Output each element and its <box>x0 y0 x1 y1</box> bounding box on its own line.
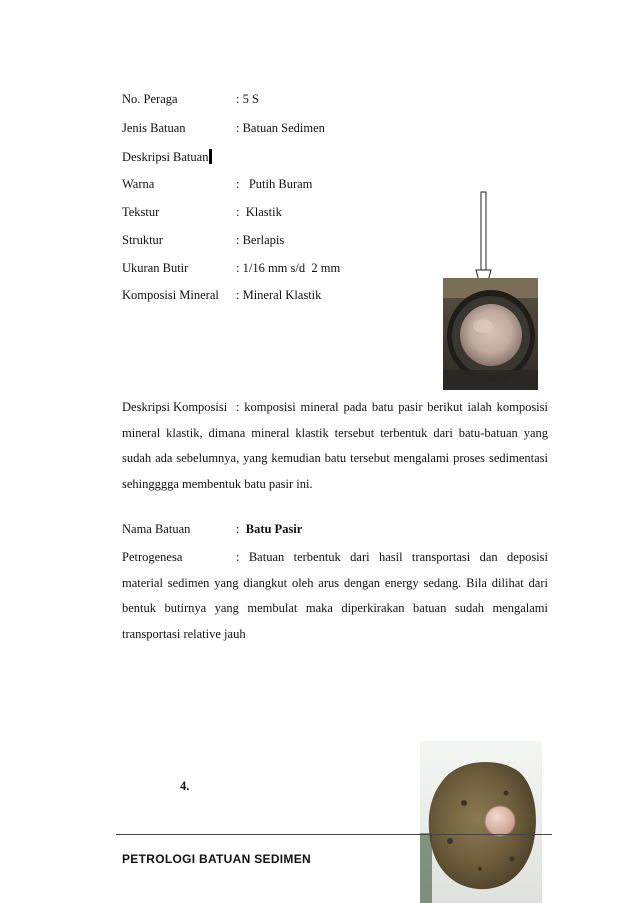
deskripsi-komposisi-text: : komposisi mineral pada batu pasir berikut ialah komposisi mineral klastik, dimana mineral klastik tersebut terbentuk dari batu-batuan yang sudah ada sebelumnya, yang kemudian batu tersebut mengalami proses sedimentasi sehingggga membentuk batu pasir ini. <box>122 400 548 491</box>
rock-sample-with-coin-photo <box>420 741 542 903</box>
microscope-view-photo <box>443 278 538 390</box>
deskripsi-komposisi-label: Deskripsi Komposisi <box>122 400 228 414</box>
petrogenesa-text: : Batuan terbentuk dari hasil transportasi dan deposisi material sedimen yang diangkut oleh arus dengan energy sedang. Bila dilihat dari bentuk butirnya yang membulat maka diperkirakan batuan sudah mengalami transportasi relative jauh <box>122 550 548 641</box>
field-label: Tekstur <box>122 205 160 219</box>
petrogenesa-label: Petrogenesa <box>122 550 183 564</box>
footer-title: PETROLOGI BATUAN SEDIMEN <box>122 852 311 866</box>
field-value: : Batuan Sedimen <box>236 121 325 135</box>
deskripsi-komposisi <box>122 395 548 497</box>
field-value: : Klastik <box>236 205 282 219</box>
petrogenesa <box>122 545 548 647</box>
field-value: : 1/16 mm s/d 2 mm <box>236 261 341 275</box>
field-value: : Berlapis <box>236 233 285 247</box>
field-label: Ukuran Butir <box>122 261 189 275</box>
text-cursor-icon <box>209 149 212 164</box>
page-number: 4. <box>180 779 190 793</box>
field-separator: : <box>236 522 240 536</box>
deskripsi-batuan-label: Deskripsi Batuan <box>122 150 209 164</box>
nama-batuan-value: Batu Pasir <box>245 522 303 536</box>
field-label: No. Peraga <box>122 92 178 106</box>
footer-divider <box>116 834 552 835</box>
field-label <box>122 149 212 165</box>
field-label: Warna <box>122 177 155 191</box>
field-value: : 5 S <box>236 92 259 106</box>
field-value: : Mineral Klastik <box>236 288 322 302</box>
field-value: : Putih Buram <box>236 177 313 191</box>
field-label: Komposisi Mineral <box>122 288 219 302</box>
field-label: Struktur <box>122 233 163 247</box>
field-label: Nama Batuan <box>122 522 191 536</box>
field-label: Jenis Batuan <box>122 121 186 135</box>
